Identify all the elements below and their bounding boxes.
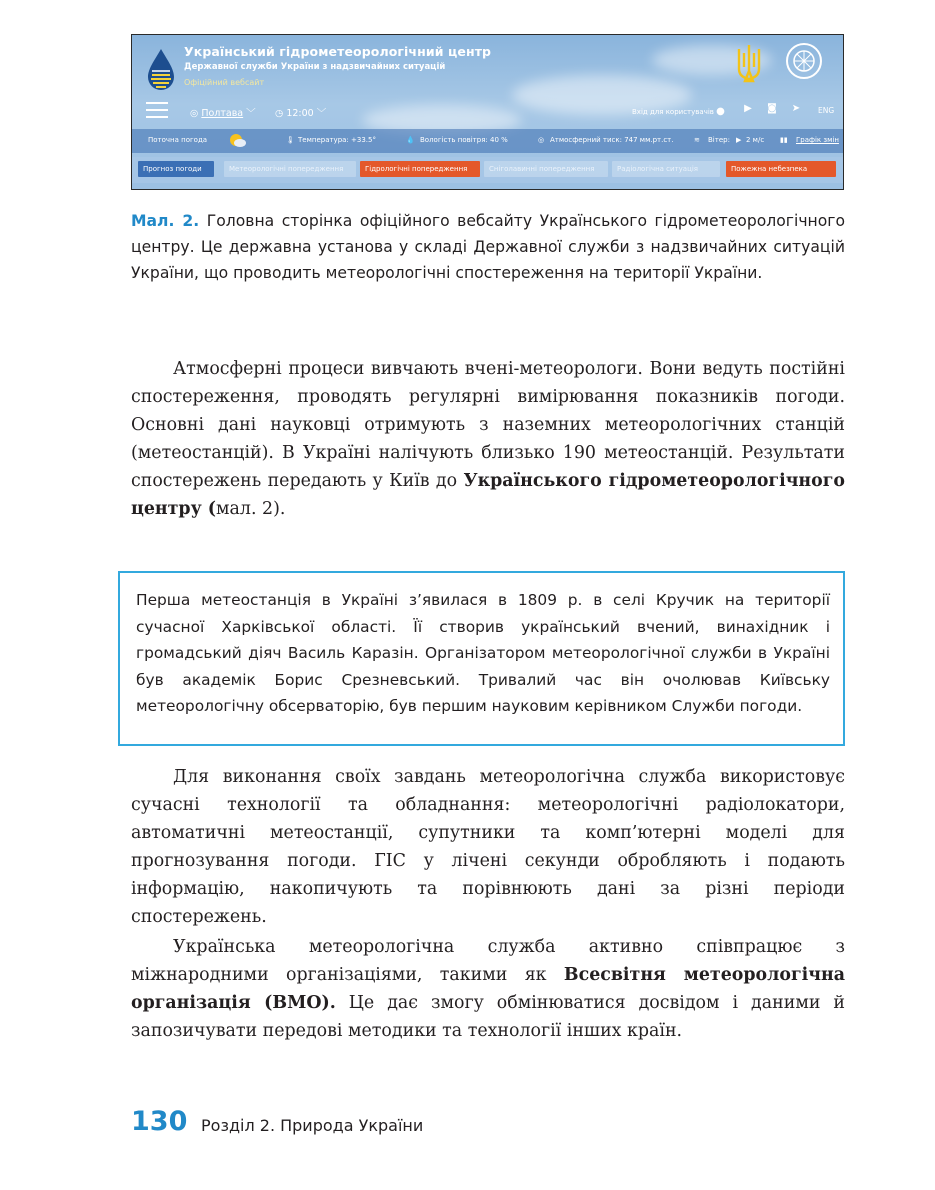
fire-danger-tab[interactable]: Пожежна небезпека [726, 161, 836, 177]
paragraph-2: Для виконання своїх завдань метеорологічна служба використовує сучасні технології та обладнання: метеорологічні радіолокатори, автоматичні метеостанції, супутники та комп’ютерні моделі для прогнозування погоди. ГІС у лічені секунди обробляють і подають інформацію, накопичують та порівнюють дані за різні періоди спостережень. [131, 767, 845, 927]
youtube-icon[interactable]: ▶ [744, 103, 752, 114]
user-icon: ● [716, 106, 725, 117]
page-number: 130 [131, 1106, 188, 1137]
paragraph-1-bold: Українського гідрометеорологічного центру ( [131, 471, 846, 519]
meteo-warnings-tab[interactable]: Метеорологічні попередження [224, 161, 356, 177]
current-weather-bar [132, 129, 843, 153]
site-subtitle: Державної служби України з надзвичайних ситуацій [184, 62, 446, 72]
chevron-down-icon: ﹀ [243, 108, 256, 119]
humidity-icon: 💧 [406, 136, 415, 144]
time-value: 12:00 [286, 108, 314, 119]
login-link[interactable] [632, 106, 725, 117]
thermometer-icon: 🌡 [286, 136, 295, 144]
pressure-icon: ◎ [538, 136, 545, 144]
avalanche-warnings-tab[interactable]: Сніголавинні попередження [484, 161, 608, 177]
login-label: Вхід для користувачів [632, 108, 714, 116]
info-box-text: Перша метеостанція в Україні з’явилася в 1809 р. в селі Кручик на території сучасної Харківської області. Її створив український вчений, винахідник і громадський діяч Василь Каразін. Організатором метеорологічної служби в Україні був академік Борис Срезневський. Тривалий час він очолював Київську метеорологічну обсерваторію, був першим науковим керівником Служби погоди. [136, 591, 830, 715]
site-official-label: Офіційний вебсайт [184, 78, 265, 87]
section-title: Розділ 2. Природа України [201, 1116, 424, 1135]
paragraph-3-text: Українська метеорологічна служба активно співпрацює з міжнародними організаціями, такими як [131, 937, 845, 985]
time-select[interactable] [275, 105, 326, 119]
paragraph-1-ref: мал. 2). [216, 499, 286, 519]
city-select[interactable] [190, 105, 256, 119]
paragraph-3-bold: Всесвітня метеорологічна організація (ВМО). [131, 965, 845, 1013]
forecast-tab[interactable]: Прогноз погоди [138, 161, 214, 177]
city-name: Полтава [201, 108, 244, 119]
website-screenshot [131, 34, 844, 190]
hydro-warnings-tab[interactable]: Гідрологічні попередження [360, 161, 480, 177]
pressure-value: Атмосферний тиск: 747 мм.рт.ст. [550, 136, 674, 144]
paragraph-text [131, 355, 845, 523]
bar-chart-icon: ▮▮ [780, 136, 788, 144]
site-title[interactable]: Український гідрометеорологічний центр [184, 44, 492, 59]
humidity-value: Вологість повітря: 40 % [420, 136, 508, 144]
body-paragraph-1 [131, 355, 845, 523]
current-weather-label: Поточна погода [148, 136, 208, 144]
paragraph-3 [131, 933, 845, 1045]
wmo-emblem-icon [784, 41, 824, 81]
temperature-value: Температура: +33.5° [298, 136, 376, 144]
trident-icon [734, 43, 764, 85]
clock-icon: ◷ [275, 108, 287, 119]
alerts-bar [132, 157, 843, 183]
radiology-tab[interactable]: Радіологічна ситуація [612, 161, 720, 177]
wind-direction-icon: ▶ [736, 136, 742, 144]
wind-icon: ≋ [694, 136, 700, 144]
language-switch[interactable]: ENG [818, 106, 835, 115]
sunny-icon [228, 132, 246, 148]
caption-label: Мал. 2. [131, 212, 200, 230]
telegram-icon[interactable]: ➤ [791, 103, 801, 114]
menu-burger-icon[interactable] [146, 102, 168, 118]
paragraph-1-text: Атмосферні процеси вивчають вчені-метеорологи. Вони ведуть постійні спостереження, проводять регулярні вимірювання показників погоди. Основні дані науковці отримують з наземних метеорологічних станцій (метеостанцій). В Україні налічують близько 190 метеостанцій. Результати спостережень передають у Київ до [131, 359, 845, 491]
chevron-down-icon: ﹀ [313, 108, 327, 119]
hydromet-logo-icon [144, 47, 178, 95]
location-pin-icon: ◎ [190, 108, 202, 119]
body-paragraphs-2-3 [131, 763, 845, 1045]
info-box [118, 571, 845, 746]
site-nav-row [132, 97, 843, 123]
changes-chart-link[interactable]: Графік змін [796, 136, 839, 144]
instagram-icon[interactable]: ◙ [767, 103, 777, 114]
figure-caption [131, 208, 845, 286]
paragraph-3-rest: Це дає змогу обмінюватися досвідом і даними й запозичувати передові методики та технології інших країн. [131, 993, 845, 1041]
caption-text: Головна сторінка офіційного вебсайту Українського гідрометеорологічного центру. Це державна установа у складі Державної служби з надзвичайних ситуацій України, що проводить метеорологічні спостереження на території України. [131, 212, 845, 282]
wind-label: Вітер: [708, 136, 730, 144]
wind-speed: 2 м/с [746, 136, 765, 144]
